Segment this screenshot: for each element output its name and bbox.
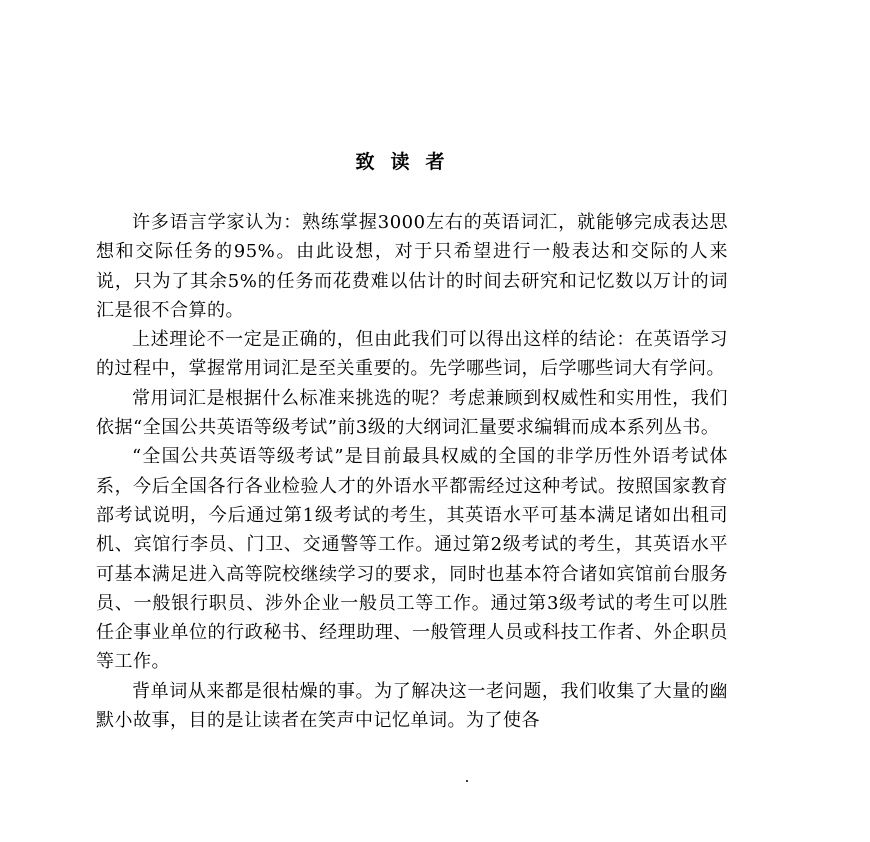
page-mark [466, 780, 468, 782]
page-title: 致读者 [355, 151, 461, 173]
paragraph-2: 上述理论不一定是正确的，但由此我们可以得出这样的结论：在英语学习的过程中，掌握常用词汇是至关重要的。先学哪些词，后学哪些词大有学问。 [96, 329, 728, 380]
body-text [96, 208, 728, 735]
paragraph-3: 常用词汇是根据什么标准来挑选的呢？考虑兼顾到权威性和实用性，我们依据“全国公共英语等级考试”前3级的大纲词汇量要求编辑而成本系列丛书。 [96, 387, 728, 439]
paragraph-5: 背单词从来都是很枯燥的事。为了解决这一老问题，我们收集了大量的幽默小故事，目的是让读者在笑声中记忆单词。为了使各 [96, 680, 728, 732]
paragraph-1: 许多语言学家认为：熟练掌握3000左右的英语词汇，就能够完成表达思想和交际任务的95%。由此设想，对于只希望进行一般表达和交际的人来说，只为了其余5%的任务而花费难以估计的时间去研究和记忆数以万计的词汇是很不合算的。 [96, 212, 728, 321]
paragraph-4: “全国公共英语等级考试”是目前最具权威的全国的非学历性外语考试体系，今后全国各行各业检验人才的外语水平都需经过这种考试。按照国家教育部考试说明，今后通过第1级考试的考生，其英语水平可基本满足诸如出租司机、宾馆行李员、门卫、交通警等工作。通过第2级考试的考生，其英语水平可基本满足进入高等院校继续学习的要求，同时也基本符合诸如宾馆前台服务员、一般银行职员、涉外企业一般员工等工作。通过第3级考试的考生可以胜任企事业单位的行政秘书、经理助理、一般管理人员或科技工作者、外企职员等工作。 [96, 446, 728, 673]
